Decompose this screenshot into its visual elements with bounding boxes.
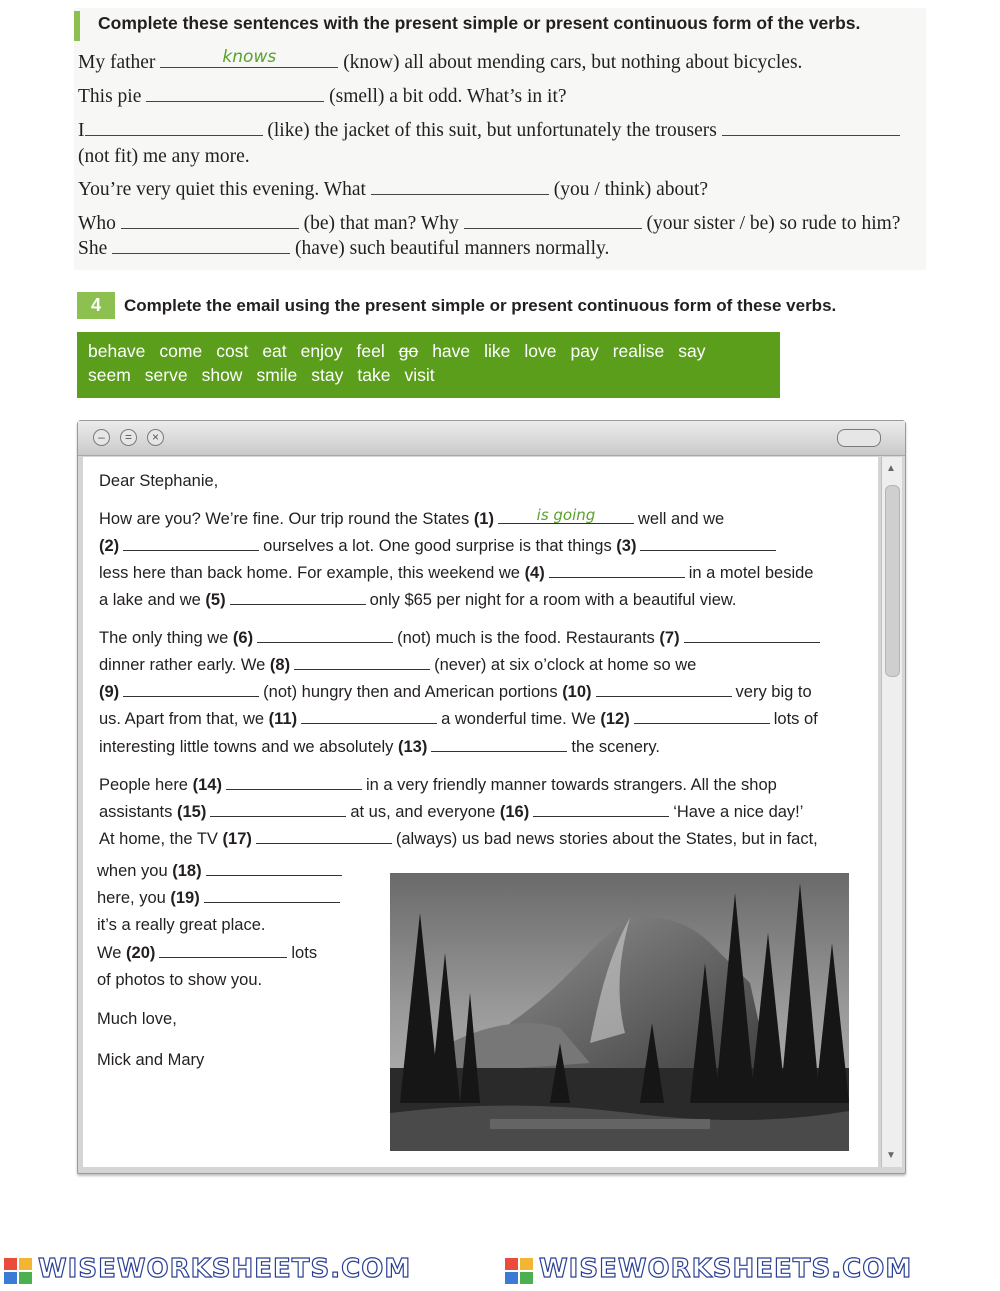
verb-say: say [678,341,706,361]
email-text: in a very friendly manner towards strangers. All the shop [365,776,777,794]
email-line [99,591,736,610]
sentence-text: (know) all about mending cars, but nothing about bicycles. [343,52,803,73]
email-text: lots of [773,710,818,728]
exercise-number: 4 [77,292,115,319]
verb-smile: smile [256,365,298,385]
email-text: The only thing we [99,629,229,647]
verb-love: love [524,341,557,361]
sentence-text: I [78,120,85,141]
gap-number: (19) [170,889,200,907]
email-line [99,683,812,702]
verb-take: take [357,365,391,385]
answer-blank[interactable] [85,121,263,136]
email-text: in a motel beside [688,564,814,582]
sentence-5 [78,213,900,235]
email-text: the scenery. [571,738,661,756]
close-icon[interactable]: × [147,429,164,446]
verb-enjoy: enjoy [300,341,343,361]
sentence-text: (like) the jacket of this suit, but unfortunately the trousers [267,120,717,141]
email-line [99,564,813,583]
email-line [99,776,777,795]
verb-eat: eat [262,341,287,361]
email-line [99,803,803,822]
email-line: of photos to show you. [97,971,263,989]
email-greeting: Dear Stephanie, [99,472,219,490]
email-text: We [97,944,122,962]
sentence-2 [78,86,567,108]
gap-number: (2) [99,537,120,555]
answer-blank[interactable] [123,538,259,551]
maximize-icon[interactable]: = [120,429,137,446]
email-text: ‘Have a nice day!’ [673,803,804,821]
sentence-3-cont: (not fit) me any more. [78,146,250,167]
answer-text: is going [536,506,596,524]
verb-seem: seem [88,365,131,385]
verb-have: have [432,341,471,361]
email-text: assistants [99,803,173,821]
gap-number: (18) [172,862,202,880]
email-text: us. Apart from that, we [99,710,265,728]
sentence-text: You’re very quiet this evening. What [78,179,366,200]
email-line: it’s a really great place. [97,916,266,934]
answer-blank[interactable] [210,804,346,817]
email-text: well and we [637,510,725,528]
exercise-3-instruction: Complete these sentences with the present simple or present continuous form of the verbs. [98,13,861,33]
toolbar-toggle-button[interactable] [837,429,881,447]
scroll-up-icon[interactable]: ▲ [886,463,896,474]
verb-feel: feel [356,341,385,361]
sentence-text: (smell) a bit odd. What’s in it? [329,86,567,107]
email-line [99,629,824,648]
email-closing: Much love, [97,1010,177,1028]
email-text: ourselves a lot. One good surprise is that things [263,537,612,555]
verb-stay: stay [311,365,344,385]
answer-blank[interactable] [204,890,340,903]
email-line [99,656,696,675]
verb-realise: realise [612,341,665,361]
answer-blank[interactable] [294,657,430,670]
email-text: less here than back home. For example, this weekend we [99,564,520,582]
gap-number: (12) [600,710,630,728]
email-text: a lake and we [99,591,201,609]
email-text: interesting little towns and we absolutely [99,738,394,756]
answer-blank[interactable] [684,630,820,643]
exercise-3 [74,8,926,270]
email-line [99,738,660,757]
answer-blank[interactable] [431,739,567,752]
gap-number: (3) [616,537,637,555]
email-text: (not) hungry then and American portions [263,683,558,701]
green-marker [74,11,80,41]
verb-go: go [398,341,419,361]
sentence-text: She [78,238,108,259]
watermark-text: WISEWORKSHEETS.COM [539,1254,913,1284]
sentence-4 [78,179,708,201]
answer-blank[interactable] [159,945,287,958]
email-text: only $65 per night for a room with a beautiful view. [369,591,737,609]
answer-blank[interactable] [257,630,393,643]
email-text: here, you [97,889,166,907]
email-text: a wonderful time. We [441,710,596,728]
verb-behave: behave [88,341,146,361]
logo-icon [505,1258,533,1284]
answer-blank[interactable] [160,47,338,68]
email-line [97,862,346,881]
answer-blank[interactable] [722,121,900,136]
answer-blank[interactable] [533,804,669,817]
watermark [0,1252,1000,1288]
email-text: when you [97,862,168,880]
gap-number: (5) [205,591,226,609]
answer-blank[interactable] [549,565,685,578]
minimize-icon[interactable]: – [93,429,110,446]
email-line [99,537,780,556]
email-line [97,944,317,963]
mountain-forest-image [390,873,849,1151]
scrollbar-thumb[interactable] [885,485,900,677]
email-text: People here [99,776,188,794]
sentence-text: (your sister / be) so rude to him? [646,213,901,234]
email-line [99,506,725,529]
verb-show: show [201,365,243,385]
gap-number: (1) [473,510,494,528]
sentence-text: This pie [78,86,142,107]
email-text: (always) us bad news stories about the States, but in fact, [395,830,818,848]
answer-blank[interactable] [596,684,732,697]
verb-serve: serve [144,365,188,385]
scroll-down-icon[interactable]: ▼ [886,1150,896,1161]
gap-number: (16) [499,803,530,821]
answer-blank[interactable] [301,711,437,724]
sentence-text: Who [78,213,116,234]
gap-number: (4) [524,564,545,582]
email-text: At home, the TV [99,830,218,848]
gap-number: (11) [268,710,298,728]
email-signature: Mick and Mary [97,1051,205,1069]
email-line [99,830,818,849]
gap-number: (8) [269,656,291,674]
sentence-text: (be) that man? Why [303,213,459,234]
window-titlebar [78,421,905,456]
answer-blank[interactable] [640,538,776,551]
gap-number: (7) [659,629,680,647]
gap-number: (13) [398,738,428,756]
gap-number: (20) [126,944,156,962]
answer-text: knows [222,47,277,67]
verb-row-2 [88,365,449,386]
email-text: How are you? We’re fine. Our trip round the States [99,510,470,528]
sentence-1 [78,47,803,74]
sentence-text: (you / think) about? [553,179,709,200]
gap-number: (17) [222,830,252,848]
email-text: lots [291,944,318,962]
sentence-3 [78,120,900,142]
sentence-6 [78,238,609,260]
answer-blank[interactable] [226,777,362,790]
verb-come: come [159,341,203,361]
verb-cost: cost [216,341,249,361]
verb-like: like [484,341,511,361]
answer-blank[interactable] [112,239,290,254]
email-line [97,889,344,908]
answer-blank[interactable] [123,684,259,697]
email-text: (not) much is the food. Restaurants [397,629,655,647]
answer-blank[interactable] [146,87,324,102]
gap-number: (15) [176,803,207,821]
verb-box [77,332,780,398]
gap-number: (14) [192,776,222,794]
exercise-4-instruction: Complete the email using the present simple or present continuous form of these verbs. [124,296,837,315]
sentence-text: (have) such beautiful manners normally. [295,238,610,259]
answer-blank[interactable] [121,214,299,229]
email-text: (never) at six o’clock at home so we [434,656,697,674]
gap-number: (10) [562,683,592,701]
watermark-text: WISEWORKSHEETS.COM [38,1254,412,1284]
gap-number: (6) [232,629,254,647]
answer-blank[interactable] [230,592,366,605]
verb-row-1 [88,341,720,362]
answer-blank[interactable] [464,214,642,229]
logo-icon [4,1258,32,1284]
email-text: dinner rather early. We [99,656,266,674]
email-line [99,710,818,729]
gap-number: (9) [99,683,120,701]
scrollbar[interactable] [881,457,902,1167]
answer-blank[interactable] [206,863,342,876]
answer-blank[interactable] [256,831,392,844]
email-text: at us, and everyone [350,803,496,821]
landscape-photo [390,873,849,1151]
verb-pay: pay [570,341,599,361]
answer-blank[interactable] [634,711,770,724]
answer-blank[interactable] [498,506,634,524]
sentence-text: My father [78,52,156,73]
email-text: very big to [735,683,812,701]
verb-visit: visit [404,365,435,385]
answer-blank[interactable] [371,180,549,195]
